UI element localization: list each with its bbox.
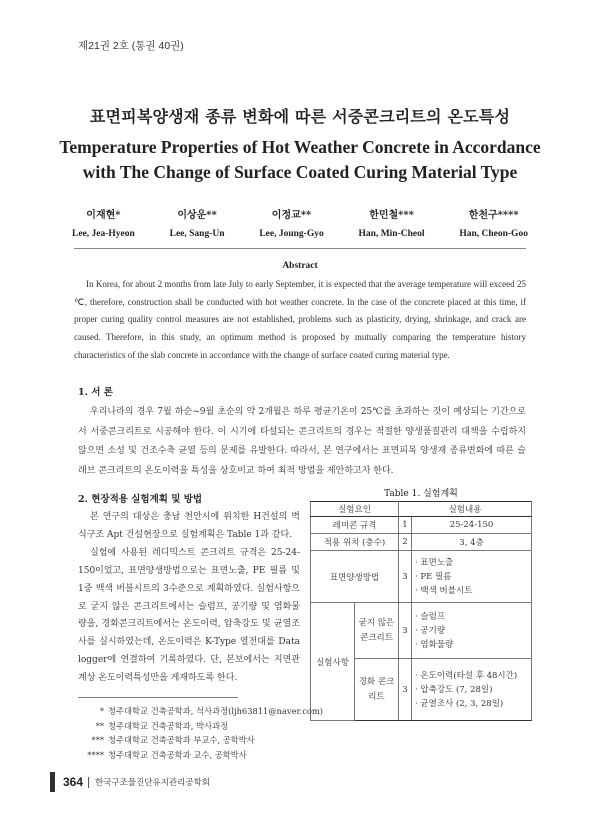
author-name-korean: 이재현* bbox=[86, 210, 121, 221]
table-cell: 실험사항 bbox=[311, 603, 355, 721]
section2-heading: 2. 현장적용 실험계획 및 방법 bbox=[78, 494, 203, 505]
journal-issue: 제21권 2호 (통권 40권) bbox=[78, 40, 184, 52]
footnote-mark: *** bbox=[91, 735, 104, 746]
table-cell: 3 bbox=[399, 603, 412, 659]
title-korean: 표면피복양생재 종류 변화에 따른 서중콘크리트의 온도특성 bbox=[89, 107, 511, 126]
table-row bbox=[311, 534, 532, 551]
journal-name: 한국구조물진단유지관리공학회 bbox=[95, 777, 210, 787]
table-cell: 3 bbox=[399, 659, 412, 721]
abstract-heading: Abstract bbox=[282, 261, 318, 271]
table-caption: Table 1. 실험계획 bbox=[384, 489, 458, 499]
section1-heading: 1. 서 론 bbox=[78, 387, 113, 398]
author-name-english: Han, Min-Cheol bbox=[358, 229, 425, 239]
table-cell: 표면양생방법 bbox=[311, 551, 399, 603]
footnote bbox=[80, 704, 323, 719]
footnotes bbox=[80, 704, 323, 762]
section2-paragraph: 본 연구의 대상은 충남 천안시에 위치한 H건설의 벽식구조 Apt 건설현장으로 실험계획은 Table 1과 같다. bbox=[78, 512, 300, 540]
table-cell: 경화 콘크리트 bbox=[355, 659, 399, 721]
table-cell: 1 bbox=[399, 517, 412, 534]
table-cell: 레미콘 규격 bbox=[311, 517, 399, 534]
author bbox=[259, 206, 323, 239]
footnote-text: 청주대학교 건축공학과, 박사과정 bbox=[108, 720, 229, 731]
footnote-text: 청주대학교 건축공학과 부교수, 공학박사 bbox=[108, 735, 255, 746]
author-list bbox=[72, 206, 528, 239]
footnote-mark: ** bbox=[95, 720, 104, 731]
author bbox=[170, 206, 225, 239]
table-cell: 적용 위치 (층수) bbox=[311, 534, 399, 551]
list-item: · 표면노출 bbox=[415, 557, 454, 568]
table-cell bbox=[412, 603, 532, 659]
footnote-mark: **** bbox=[87, 749, 104, 760]
author-name-korean: 이상운** bbox=[177, 210, 217, 221]
title-english-line2: with The Change of Surface Coated Curing Material Type bbox=[82, 162, 518, 182]
title-english bbox=[40, 135, 560, 185]
footnote-text: 청주대학교 건축공학과, 석사과정(ljh63811@naver.com) bbox=[108, 706, 323, 716]
table-cell: 3, 4층 bbox=[412, 534, 532, 551]
table-cell: 굳지 않은 콘크리트 bbox=[355, 603, 399, 659]
author-name-english: Lee, Jea-Hyeon bbox=[72, 229, 135, 239]
table-row bbox=[311, 603, 532, 659]
title-english-line1: Temperature Properties of Hot Weather Concrete in Accordance bbox=[59, 137, 541, 157]
list-item: · 염화물량 bbox=[415, 639, 454, 650]
author-name-korean: 이정교** bbox=[271, 210, 312, 221]
footnote bbox=[80, 719, 323, 734]
header-divider bbox=[74, 248, 526, 249]
author bbox=[359, 206, 425, 239]
list-item: · 압축강도 (7, 28일) bbox=[415, 684, 493, 695]
table-cell: 25-24-150 bbox=[412, 517, 532, 534]
author-name-english: Han, Cheon-Goo bbox=[459, 229, 528, 239]
author-name-english: Lee, Sang-Un bbox=[169, 229, 225, 239]
author bbox=[72, 206, 135, 239]
list-item: · 슬럼프 bbox=[415, 611, 446, 622]
footer-bar bbox=[50, 772, 55, 792]
table-row bbox=[311, 517, 532, 534]
list-item: · 균열조사 (2, 3, 28일) bbox=[415, 698, 504, 709]
table-cell: 3 bbox=[399, 551, 412, 603]
section2-text bbox=[78, 509, 300, 688]
footnote-divider bbox=[78, 697, 238, 698]
footnote bbox=[80, 748, 323, 763]
section1-text: 우리나라의 경우 7월 하순~9월 초순의 약 2개월은 하루 평균기온이 25℃를 초과하는 것이 예상되는 기간으로서 서중콘크리트로 시공해야 한다. 이 시기에 타설되는 콘크리트의 경우는 적절한 양생품질관리 대책을 수립하지 않으면 소성 및 건조수축 균열 등의 문제를 유발한다. 따라서, 본 연구에서는 표면피복 양생재 종류변화에 따른 슬래브 콘크리트의 온도이력을 특성을 상호비교 하여 최적 방법을 제안하고자 한다. bbox=[78, 407, 526, 476]
footnote bbox=[80, 733, 323, 748]
list-item: · PE 필름 bbox=[415, 571, 452, 582]
table-cell: 2 bbox=[399, 534, 412, 551]
list-item: · 백색 버블시트 bbox=[415, 585, 473, 596]
list-item: · 공기량 bbox=[415, 625, 446, 636]
list-item: · 온도이력(타설 후 48시간) bbox=[415, 670, 518, 681]
table-header-cell: 실험요인 bbox=[311, 502, 399, 517]
section2-paragraph: 실험에 사용된 레디믹스트 콘크리트 규격은 25-24-150이었고, 표면양생방법으로는 표면노출, PE 필름 및 1중 백색 버블시트의 3수준으로 계획하였다. 실험사항으로 굳지 않은 콘크리트에서는 슬럼프, 공기량 및 염화물량을, 경화콘크리트에서는 온도이력, 압축강도 및 균열조사를 실시하였는데, 온도이력은 K-Type 열전대를 Data logger에 연결하여 기록하였다. 단, 본보에서는 지면관계상 온도이력특성만을 게재하도록 한다. bbox=[78, 547, 300, 684]
table-header-row bbox=[311, 502, 532, 517]
table-cell bbox=[412, 659, 532, 721]
experiment-plan-table bbox=[310, 501, 532, 721]
footnote-text: 청주대학교 건축공학과 교수, 공학박사 bbox=[108, 749, 247, 760]
abstract-text: In Korea, for about 2 months from late July to early September, it is expected that the average temperature will exceed 25 ℃, therefore, construction shall be conducted with hot weather concrete. In the case of the concrete placed at this time, if proper curing quality control measures are not established, problems such as plasticity, drying, shrinkage, and crack are caused. Therefore, in this study, an optimum method is proposed by mutually comparing the temperature history characteristics of the slab concrete in accordance with the change of surface coated curing material type. bbox=[74, 279, 526, 360]
table-header-cell: 실험내용 bbox=[399, 502, 532, 517]
author bbox=[459, 206, 528, 239]
author-name-korean: 한민철*** bbox=[369, 210, 414, 221]
footnote-mark: * bbox=[99, 706, 104, 716]
footer-separator bbox=[88, 777, 89, 788]
table-row bbox=[311, 551, 532, 603]
page-number: 364 bbox=[63, 775, 84, 789]
author-name-korean: 한천구**** bbox=[468, 210, 519, 221]
table-cell bbox=[412, 551, 532, 603]
page-footer bbox=[50, 772, 210, 792]
author-name-english: Lee, Joung-Gyo bbox=[259, 229, 324, 239]
